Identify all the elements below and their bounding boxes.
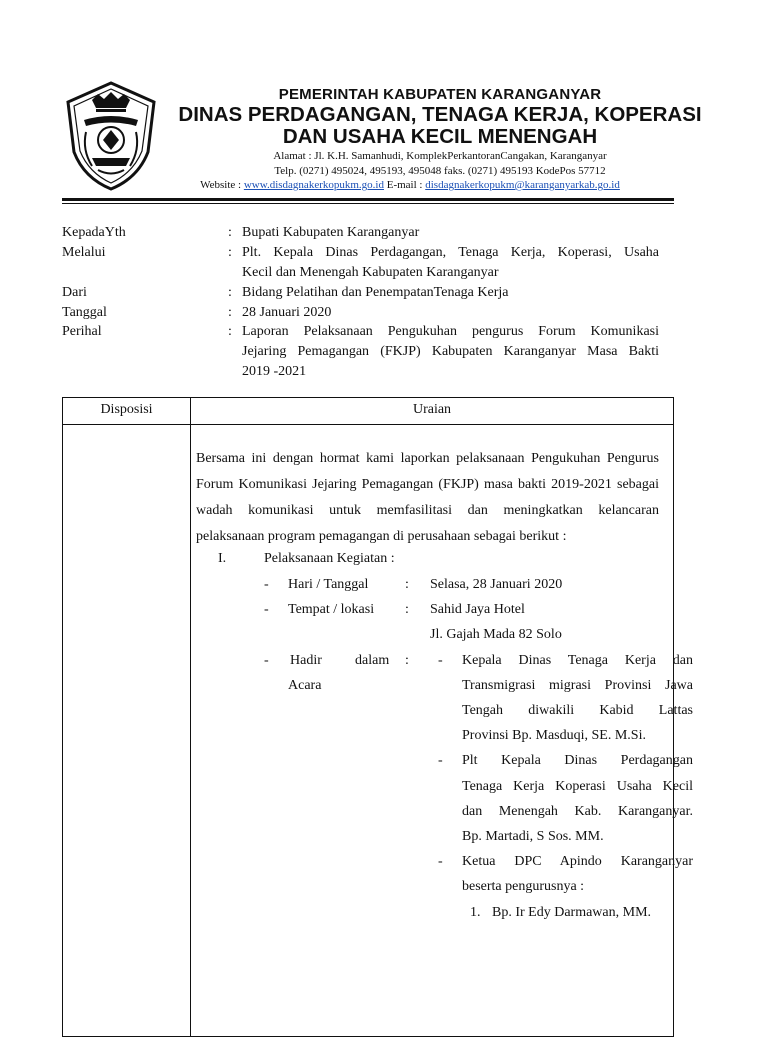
agency-address: Alamat : Jl. K.H. Samanhudi, KomplekPerkantoranCangakan, Karanganyar	[273, 150, 607, 162]
sub-item-value: Bp. Ir Edy Darmawan, MM.	[492, 905, 652, 920]
table-column-divider	[190, 398, 191, 1036]
agency-contact-line	[100, 179, 720, 191]
agency-name-line1: DINAS PERDAGANGAN, TENAGA KERJA, KOPERASI	[178, 103, 702, 126]
attendee2-line2: Tenaga Kerja Koperasi Usaha Kecil	[462, 779, 693, 794]
website-link[interactable]: www.disdagnakerkopukm.go.id	[243, 179, 384, 191]
regency-crest-logo	[62, 80, 160, 192]
attendee1-line4: Provinsi Bp. Masduqi, SE. M.Si.	[462, 728, 646, 743]
day-value: Selasa, 28 Januari 2020	[430, 577, 563, 592]
email-label: E-mail :	[383, 179, 426, 191]
column-header-disposisi: Disposisi	[100, 402, 153, 417]
letterhead-divider-thin	[62, 203, 674, 204]
attendee2-line1: Plt Kepala Dinas Perdagangan	[462, 753, 693, 768]
attendee3-line1: Ketua DPC Apindo Karanganyar	[462, 854, 693, 869]
field-colon: :	[228, 225, 232, 240]
field-value: Plt. Kepala Dinas Perdagangan, Tenaga Kerja, Koperasi, Usaha Kecil dan Menengah Kabupaten Karanganyar	[242, 245, 659, 280]
field-colon: :	[228, 324, 232, 339]
section-number: I.	[218, 551, 227, 566]
agency-name-line2: DAN USAHA KECIL MENENGAH	[282, 125, 598, 148]
government-name: PEMERINTAH KABUPATEN KARANGANYAR	[278, 86, 602, 103]
bullet-dash: -	[264, 602, 269, 617]
place-colon: :	[405, 602, 409, 617]
agency-phone: Telp. (0271) 495024, 495193, 495048 faks. (0271) 495193 KodePos 57712	[274, 165, 606, 177]
website-label: Website :	[200, 179, 244, 191]
bullet-dash: -	[264, 577, 269, 592]
attendee1-line1: Kepala Dinas Tenaga Kerja dan	[462, 653, 693, 668]
attendee-dash: -	[438, 753, 443, 768]
field-colon: :	[228, 285, 232, 300]
place-value-line1: Sahid Jaya Hotel	[430, 602, 525, 617]
attend-label-word1: Hadir	[290, 653, 322, 668]
email-link[interactable]: disdagnakerkopukm@karanganyarkab.go.id	[425, 179, 620, 191]
column-header-uraian: Uraian	[412, 402, 452, 417]
attend-colon: :	[405, 653, 409, 668]
attendee2-line4: Bp. Martadi, S Sos. MM.	[462, 829, 604, 844]
field-label: Dari	[62, 285, 87, 300]
field-label: Tanggal	[62, 305, 107, 320]
intro-paragraph: Bersama ini dengan hormat kami laporkan pelaksanaan Pengukuhan Pengurus Forum Komunikasi Jejaring Pemagangan (FKJP) masa bakti 2019-2021 sebagai wadah komunikasi untuk memfasilitasi dan meningkatkan kelancaran pelaksanaan program pemagangan di perusahaan sebagai berikut :	[196, 451, 659, 544]
field-colon: :	[228, 245, 232, 260]
attendee-dash: -	[438, 653, 443, 668]
attendee-dash: -	[438, 854, 443, 869]
field-value: Bidang Pelatihan dan PenempatanTenaga Kerja	[242, 285, 509, 300]
attendee2-line3: dan Menengah Kab. Karanganyar.	[462, 804, 693, 819]
letterhead-divider-thick	[62, 198, 674, 201]
attendee1-line3: Tengah diwakili Kabid Lattas	[462, 703, 693, 718]
section-title: Pelaksanaan Kegiatan :	[264, 551, 395, 566]
attendee3-line2: beserta pengurusnya :	[462, 879, 585, 894]
field-value: 28 Januari 2020	[242, 305, 332, 320]
field-colon: :	[228, 305, 232, 320]
field-value: Laporan Pelaksanaan Pengukuhan pengurus Forum Komunikasi Jejaring Pemagangan (FKJP) Kabupaten Karanganyar Masa Bakti 2019 -2021	[242, 324, 659, 379]
place-label: Tempat / lokasi	[288, 602, 375, 617]
bullet-dash: -	[264, 653, 269, 668]
table-header-divider	[63, 424, 673, 425]
place-value-line2: Jl. Gajah Mada 82 Solo	[430, 627, 562, 642]
attendee1-line2: Transmigrasi migrasi Provinsi Jawa	[462, 678, 693, 693]
field-value: Bupati Kabupaten Karanganyar	[242, 225, 420, 240]
field-label: Perihal	[62, 324, 102, 339]
day-colon: :	[405, 577, 409, 592]
attend-label-word3: Acara	[288, 678, 322, 693]
attend-label-word2: dalam	[355, 653, 390, 668]
day-label: Hari / Tanggal	[288, 577, 369, 592]
field-label: KepadaYth	[62, 225, 126, 240]
sub-item-number: 1.	[470, 905, 481, 920]
field-label: Melalui	[62, 245, 106, 260]
